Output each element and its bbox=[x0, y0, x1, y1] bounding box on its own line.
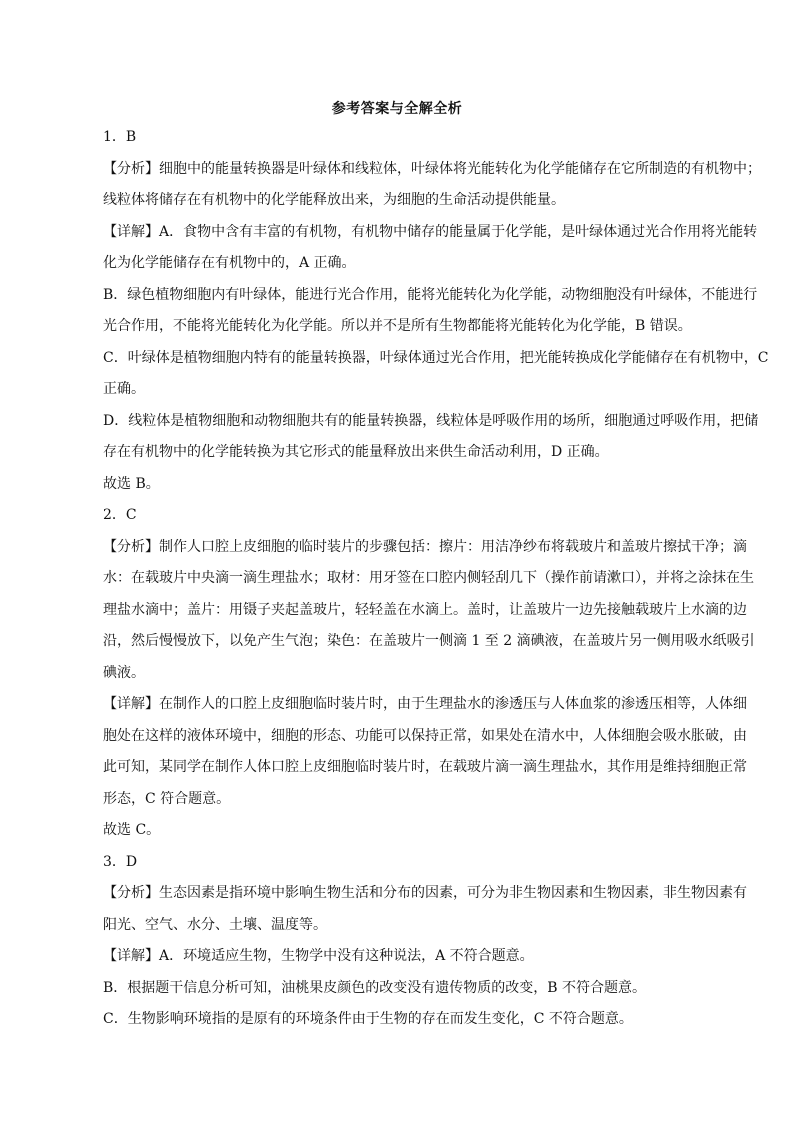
text-line: 胞处在这样的液体环境中，细胞的形态、功能可以保持正常，如果处在清水中，人体细胞会吸水胀破，由 bbox=[103, 727, 747, 744]
text-line: 【分析】细胞中的能量转换器是叶绿体和线粒体，叶绿体将光能转化为化学能储存在它所制造的有机物中； bbox=[103, 160, 761, 177]
text-line: B．绿色植物细胞内有叶绿体，能进行光合作用，能将光能转化为化学能，动物细胞没有叶绿体，不能进行 bbox=[103, 286, 758, 303]
answer-content bbox=[103, 122, 769, 1036]
text-line: 理盐水滴中；盖片：用镊子夹起盖玻片，轻轻盖在水滴上。盖时，让盖玻片一边先接触载玻片上水滴的边 bbox=[103, 601, 747, 618]
text-line: 【详解】A．环境适应生物，生物学中没有这种说法，A 不符合题意。 bbox=[103, 948, 534, 964]
text-line: 【分析】生态因素是指环境中影响生物生活和分布的因素，可分为非生物因素和生物因素，非生物因素有 bbox=[103, 885, 747, 901]
text-line: 光合作用，不能将光能转化为化学能。所以并不是所有生物都能将光能转化为化学能，B 错误。 bbox=[103, 318, 692, 334]
text-line: 3．D bbox=[103, 853, 138, 870]
text-line: B．根据题干信息分析可知，油桃果皮颜色的改变没有遗传物质的改变，B 不符合题意。 bbox=[103, 979, 647, 996]
text-line: 【详解】在制作人的口腔上皮细胞临时装片时，由于生理盐水的渗透压与人体血浆的渗透压相等，人体细 bbox=[103, 696, 747, 712]
text-line: 故选 B。 bbox=[103, 475, 160, 492]
text-line: 形态，C 符合题意。 bbox=[103, 790, 231, 807]
text-line: 化为化学能储存在有机物中的，A 正确。 bbox=[103, 255, 356, 271]
text-line: 阳光、空气、水分、土壤、温度等。 bbox=[103, 916, 327, 933]
text-line: 1．B bbox=[103, 129, 137, 145]
text-line: C．叶绿体是植物细胞内特有的能量转换器，叶绿体通过光合作用，把光能转换成化学能储存在有机物中，C bbox=[103, 349, 769, 366]
text-line: 水：在载玻片中央滴一滴生理盐水；取材：用牙签在口腔内侧轻刮几下（操作前请漱口），并将之涂抹在生 bbox=[103, 570, 754, 586]
text-line: 碘液。 bbox=[103, 664, 145, 681]
text-line: 故选 C。 bbox=[103, 822, 161, 838]
text-line: 正确。 bbox=[103, 381, 145, 397]
text-line: 【分析】制作人口腔上皮细胞的临时装片的步骤包括：擦片：用洁净纱布将载玻片和盖玻片擦拭干净；滴 bbox=[103, 538, 747, 555]
text-line: 【详解】A．食物中含有丰富的有机物，有机物中储存的能量属于化学能，是叶绿体通过光合作用将光能转 bbox=[103, 223, 758, 240]
text-line: 此可知，某同学在制作人体口腔上皮细胞临时装片时，在载玻片滴一滴生理盐水，其作用是维持细胞正常 bbox=[103, 759, 747, 775]
text-line: 2．C bbox=[103, 507, 137, 523]
text-line: 存在有机物中的化学能转换为其它形式的能量释放出来供生命活动利用，D 正确。 bbox=[103, 444, 609, 460]
page-title: 参考答案与全解全析 bbox=[331, 101, 463, 117]
text-line: 沿，然后慢慢放下，以免产生气泡；染色：在盖玻片一侧滴 1 至 2 滴碘液，在盖玻片另一侧用吸水纸吸引 bbox=[103, 633, 755, 649]
text-line: 线粒体将储存在有机物中的化学能释放出来，为细胞的生命活动提供能量。 bbox=[103, 192, 565, 208]
text-line: D．线粒体是植物细胞和动物细胞共有的能量转换器，线粒体是呼吸作用的场所，细胞通过呼吸作用，把储 bbox=[103, 412, 759, 429]
text-line: C．生物影响环境指的是原有的环境条件由于生物的存在而发生变化，C 不符合题意。 bbox=[103, 1011, 633, 1027]
